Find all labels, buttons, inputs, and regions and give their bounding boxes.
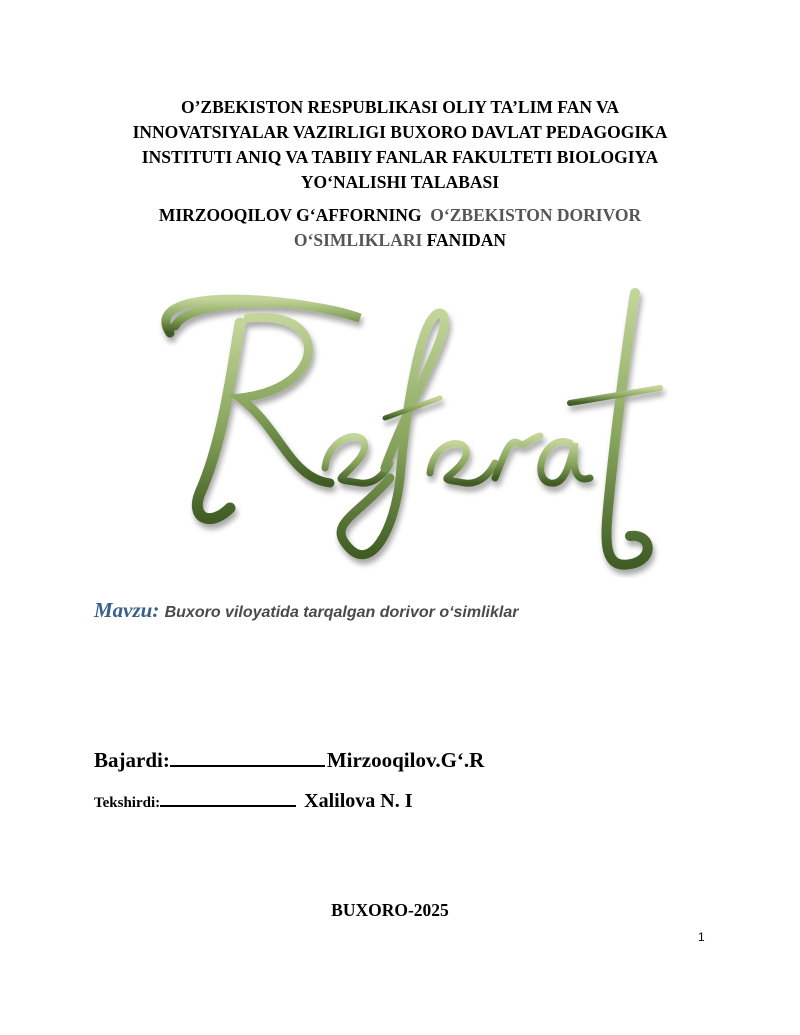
- page-number: 1: [698, 930, 705, 944]
- subject-title: [90, 203, 710, 253]
- header-line-3: INSTITUTI ANIQ VA TABIIY FANLAR FAKULTETI BIOLOGIYA: [141, 147, 659, 167]
- checked-by-line: [94, 790, 412, 813]
- header-line-4: YO‘NALISHI TALABASI: [300, 172, 500, 192]
- performed-by-name: Mirzooqilov.G‘.R: [326, 748, 485, 772]
- checked-by-label: Tekshirdi:: [94, 795, 161, 811]
- checked-by-name: Xalilova N. I: [304, 790, 413, 812]
- course-name-part-1: O‘ZBEKISTON DORIVOR: [430, 205, 642, 225]
- header-line-1: O’ZBEKISTON RESPUBLIKASI OLIY TA’LIM FAN VA: [180, 97, 620, 117]
- performed-by-label: Bajardi:: [94, 748, 170, 772]
- topic-label: Mavzu:: [94, 598, 160, 622]
- institution-header: [90, 95, 710, 195]
- topic-line: [94, 598, 518, 623]
- course-name-part-2: O‘SIMLIKLARI: [293, 230, 423, 250]
- student-name: MIRZOOQILOV G‘AFFORNING: [158, 205, 422, 225]
- topic-value: Buxoro viloyatida tarqalgan dorivor o‘simliklar: [164, 604, 519, 621]
- signature-blank: [160, 791, 296, 807]
- subject-suffix: FANIDAN: [426, 230, 507, 250]
- header-line-2: INNOVATSIYALAR VAZIRLIGI BUXORO DAVLAT PEDAGOGIKA: [132, 122, 668, 142]
- performed-by-line: [94, 747, 484, 773]
- referat-logo: [130, 278, 670, 578]
- signature-blank: [170, 747, 325, 767]
- city-year: BUXORO-2025: [331, 900, 449, 920]
